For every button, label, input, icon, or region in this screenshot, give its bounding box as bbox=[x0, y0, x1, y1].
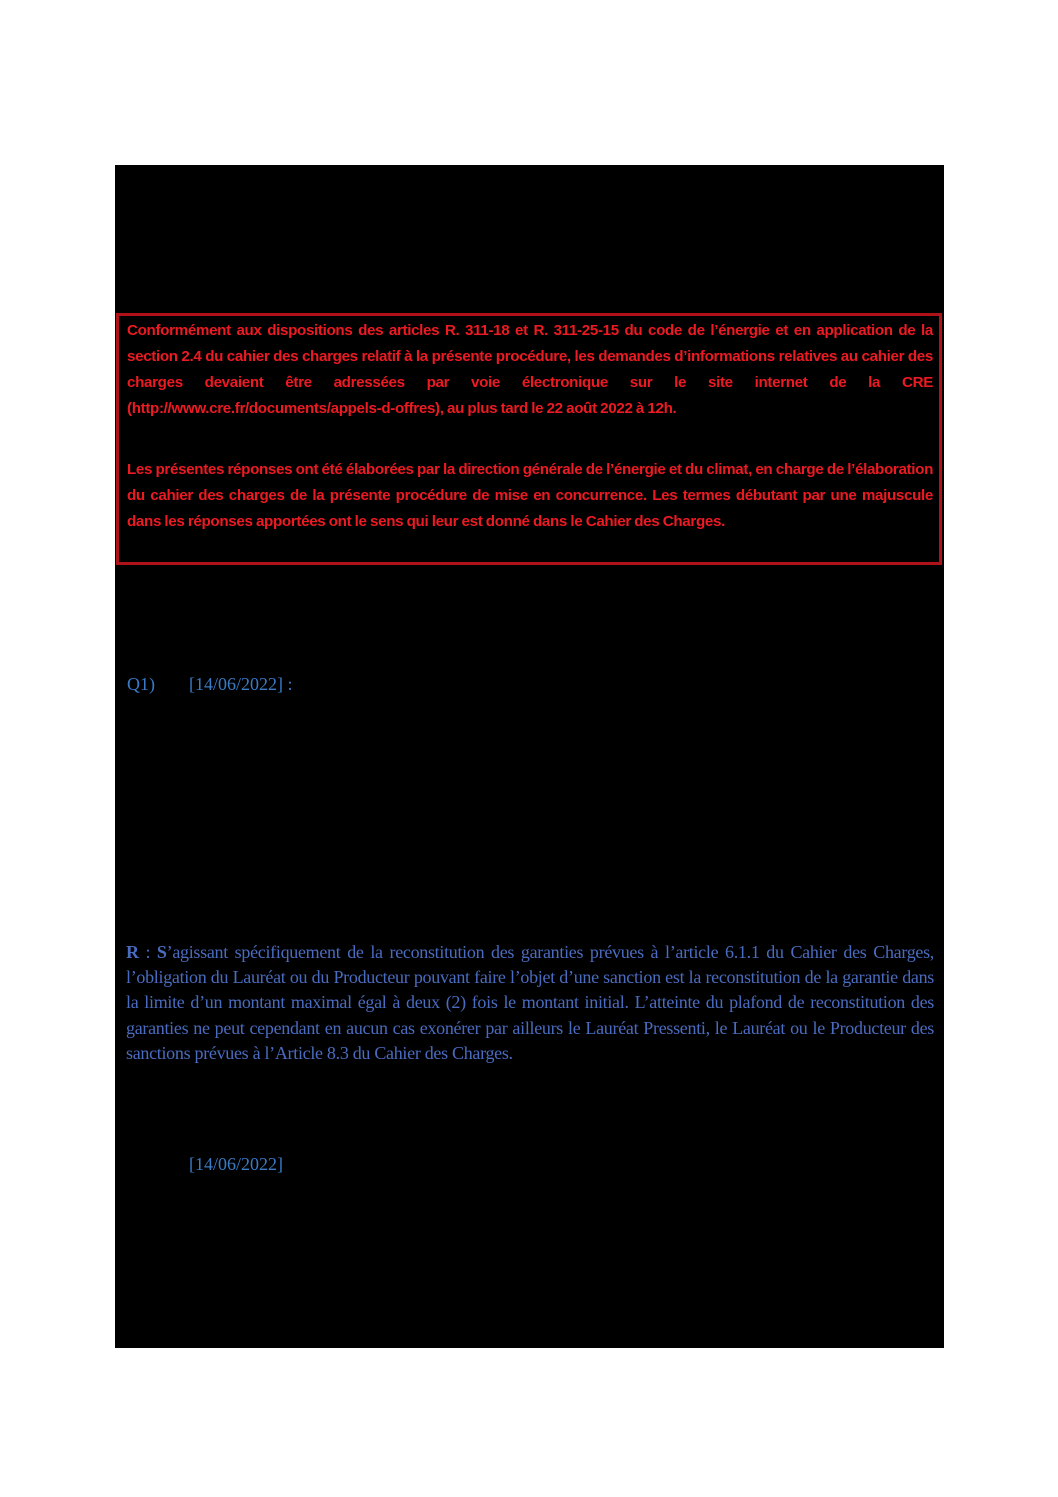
question-date: [14/06/2022] bbox=[189, 1154, 283, 1174]
answer-paragraph bbox=[126, 940, 934, 1066]
answer-lead-letter: S bbox=[156, 942, 167, 962]
notice-paragraph-deadline: Conformément aux dispositions des articles R. 311-18 et R. 311-25-15 du code de l’énergie et en application de la section 2.4 du cahier des charges relatif à la présente procédure, les demandes d’informations relatives au cahier des charges devaient être adressées par voie électronique sur le site internet de la CRE (http://www.cre.fr/documents/appels-d-offres), au plus tard le 22 août 2022 à 12h. bbox=[127, 322, 933, 417]
question-date: [14/06/2022] : bbox=[189, 674, 293, 694]
notice-box bbox=[116, 313, 942, 565]
question-1-header bbox=[127, 673, 293, 695]
question-2-header bbox=[189, 1153, 283, 1175]
answer-separator: : bbox=[138, 942, 157, 962]
answer-text: ’agissant spécifiquement de la reconstitution des garanties prévues à l’article 6.1.1 du Cahier des Charges, l’obligation du Lauréat ou du Producteur pouvant faire l’objet d’une sanction est la reconstitution de la garantie dans la limite d’un montant maximal égal à deux (2) fois le montant initial. L’atteinte du plafond de reconstitution des garanties ne peut cependant en aucun cas exonérer par ailleurs le Lauréat Pressenti, le Lauréat ou le Producteur des sanctions prévues à l’Article 8.3 du Cahier des Charges. bbox=[126, 942, 934, 1063]
answer-marker: R bbox=[126, 942, 139, 962]
notice-paragraph-authorship: Les présentes réponses ont été élaborées par la direction générale de l’énergie et du climat, en charge de l’élaboration du cahier des charges de la présente procédure de mise en concurrence. Les termes débutant par une majuscule dans les réponses apportées ont le sens qui leur est donné dans le Cahier des Charges. bbox=[127, 461, 933, 530]
question-label: Q1) bbox=[127, 674, 155, 694]
